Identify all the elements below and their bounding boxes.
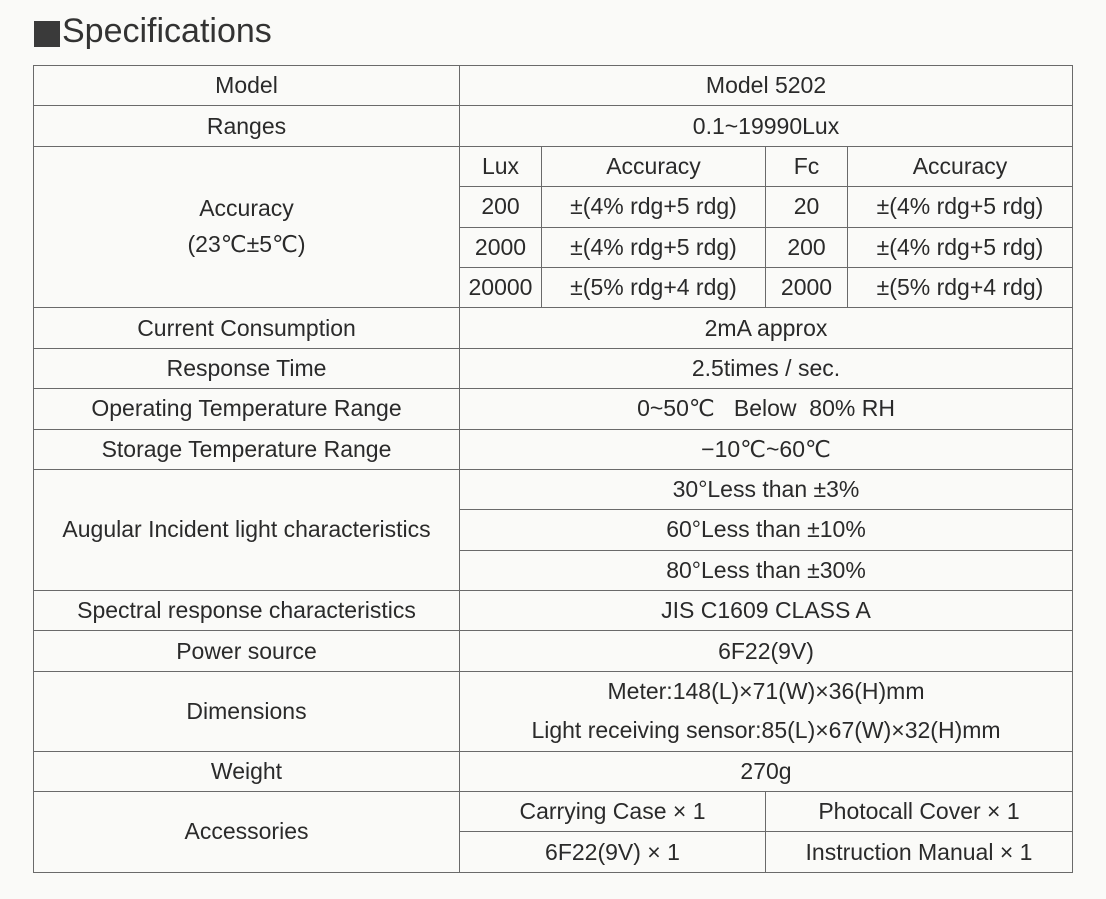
ranges-value: 0.1~19990Lux <box>460 106 1073 146</box>
accessory-item: Carrying Case × 1 <box>460 792 766 832</box>
accessory-item: 6F22(9V) × 1 <box>460 832 766 872</box>
accuracy-lux-accuracy: ±(4% rdg+5 rdg) <box>542 227 766 267</box>
power-label: Power source <box>34 631 460 671</box>
row-response-time <box>34 348 1073 388</box>
row-model <box>34 66 1073 106</box>
accuracy-label <box>34 146 460 308</box>
current-value: 2mA approx <box>460 308 1073 348</box>
accuracy-lux-accuracy: ±(4% rdg+5 rdg) <box>542 187 766 227</box>
power-value: 6F22(9V) <box>460 631 1073 671</box>
row-spectral <box>34 591 1073 631</box>
model-value: Model 5202 <box>460 66 1073 106</box>
accuracy-label-line2: (23℃±5℃) <box>187 231 306 258</box>
accuracy-label-line1: Accuracy <box>199 195 294 222</box>
angular-label: Augular Incident light characteristics <box>34 469 460 590</box>
accuracy-fc-accuracy: ±(5% rdg+4 rdg) <box>848 267 1073 307</box>
accuracy-header-fc-accuracy: Accuracy <box>848 146 1073 186</box>
row-operating-temperature <box>34 389 1073 429</box>
ranges-label: Ranges <box>34 106 460 146</box>
specifications-table <box>33 65 1073 873</box>
angular-value: 80°Less than ±30% <box>460 550 1073 590</box>
accuracy-header-lux-accuracy: Accuracy <box>542 146 766 186</box>
spectral-value: JIS C1609 CLASS A <box>460 591 1073 631</box>
accuracy-fc-accuracy: ±(4% rdg+5 rdg) <box>848 187 1073 227</box>
angular-value: 30°Less than ±3% <box>460 469 1073 509</box>
accuracy-lux-value: 20000 <box>460 267 542 307</box>
storage-value: −10℃~60℃ <box>460 429 1073 469</box>
row-power-source <box>34 631 1073 671</box>
accuracy-fc-accuracy: ±(4% rdg+5 rdg) <box>848 227 1073 267</box>
weight-value: 270g <box>460 751 1073 791</box>
angular-value: 60°Less than ±10% <box>460 510 1073 550</box>
dimensions-label: Dimensions <box>34 671 460 751</box>
row-weight <box>34 751 1073 791</box>
storage-label: Storage Temperature Range <box>34 429 460 469</box>
response-label: Response Time <box>34 348 460 388</box>
page-title <box>34 12 272 51</box>
weight-label: Weight <box>34 751 460 791</box>
accuracy-lux-accuracy: ±(5% rdg+4 rdg) <box>542 267 766 307</box>
accuracy-lux-value: 200 <box>460 187 542 227</box>
accuracy-fc-value: 2000 <box>766 267 848 307</box>
dimensions-sensor: Light receiving sensor:85(L)×67(W)×32(H)mm <box>460 711 1073 751</box>
operating-value: 0~50℃ Below 80% RH <box>460 389 1073 429</box>
row-angular <box>34 469 1073 509</box>
row-storage-temperature <box>34 429 1073 469</box>
accessory-item: Photocall Cover × 1 <box>766 792 1073 832</box>
model-label: Model <box>34 66 460 106</box>
accuracy-fc-value: 20 <box>766 187 848 227</box>
spectral-label: Spectral response characteristics <box>34 591 460 631</box>
row-accessories <box>34 792 1073 832</box>
accuracy-header-lux: Lux <box>460 146 542 186</box>
current-label: Current Consumption <box>34 308 460 348</box>
row-ranges <box>34 106 1073 146</box>
accessories-label: Accessories <box>34 792 460 873</box>
title-square-icon <box>34 21 60 47</box>
accessory-item: Instruction Manual × 1 <box>766 832 1073 872</box>
accuracy-lux-value: 2000 <box>460 227 542 267</box>
accuracy-header-fc: Fc <box>766 146 848 186</box>
operating-label: Operating Temperature Range <box>34 389 460 429</box>
title-text: Specifications <box>62 12 272 50</box>
accuracy-fc-value: 200 <box>766 227 848 267</box>
row-current-consumption <box>34 308 1073 348</box>
row-accuracy-header <box>34 146 1073 186</box>
row-dimensions <box>34 671 1073 711</box>
response-value: 2.5times / sec. <box>460 348 1073 388</box>
dimensions-meter: Meter:148(L)×71(W)×36(H)mm <box>460 671 1073 711</box>
